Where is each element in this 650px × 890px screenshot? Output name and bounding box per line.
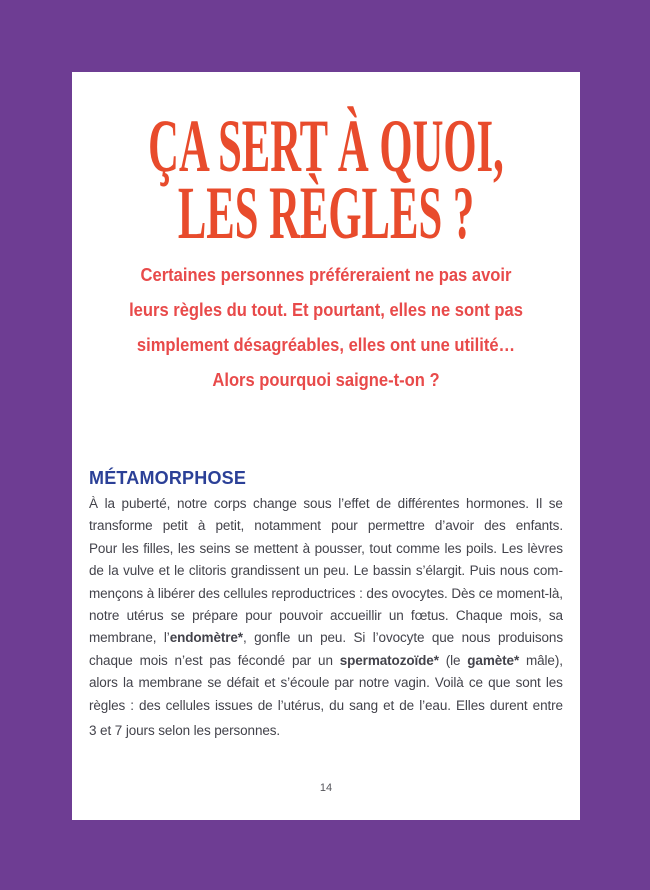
chapter-title-line-2: LES RÈGLES ?	[177, 170, 475, 255]
body-text-line: chaque mois n’est pas fécondé par un spermatozoïde* (le gamète* mâle),	[89, 652, 563, 668]
body-text-line: Pour les filles, les seins se mettent à pousser, tout comme les poils. Les lèvres	[89, 540, 563, 556]
chapter-title	[125, 103, 526, 255]
body-text-line: 3 et 7 jours selon les personnes.	[89, 722, 281, 738]
chapter-intro-line: Alors pourquoi saigne-t-on ?	[212, 370, 440, 390]
book-page	[72, 72, 580, 820]
body-text-line: transforme petit à petit, notamment pour permettre d’avoir des enfants.	[89, 518, 563, 534]
chapter-intro-line: Certaines personnes préféreraient ne pas avoir	[140, 265, 512, 285]
chapter-intro-line: simplement désagréables, elles ont une utilité…	[136, 335, 516, 355]
body-text-line: mençons à libérer des cellules reproductrices : des ovocytes. Dès ce moment-là,	[89, 585, 563, 601]
chapter-intro	[92, 258, 559, 398]
body-text-line: règles : des cellules issues de l’utérus, du sang et de l’eau. Elles durent entre	[89, 697, 563, 713]
section-heading: MÉTAMORPHOSE	[89, 468, 247, 488]
body-text-line: de la vulve et le clitoris grandissent un peu. Le bassin s’élargit. Puis nous com-	[89, 563, 563, 579]
body-text-line: alors la membrane se défait et s’écoule par notre vagin. Voilà ce que sont les	[89, 675, 563, 691]
section-body	[89, 496, 563, 742]
body-text-line: notre utérus se prépare pour pouvoir accueillir un fœtus. Chaque mois, sa	[89, 607, 563, 623]
chapter-title-line-1: ÇA SERT À QUOI,	[148, 103, 504, 188]
body-text-line: membrane, l’endomètre*, gonfle un peu. Si l’ovocyte que nous produisons	[89, 630, 563, 646]
page-number: 14	[319, 782, 333, 794]
body-text-line: À la puberté, notre corps change sous l’effet de différentes hormones. Il se	[89, 496, 563, 511]
chapter-intro-line: leurs règles du tout. Et pourtant, elles ne sont pas	[129, 300, 523, 320]
